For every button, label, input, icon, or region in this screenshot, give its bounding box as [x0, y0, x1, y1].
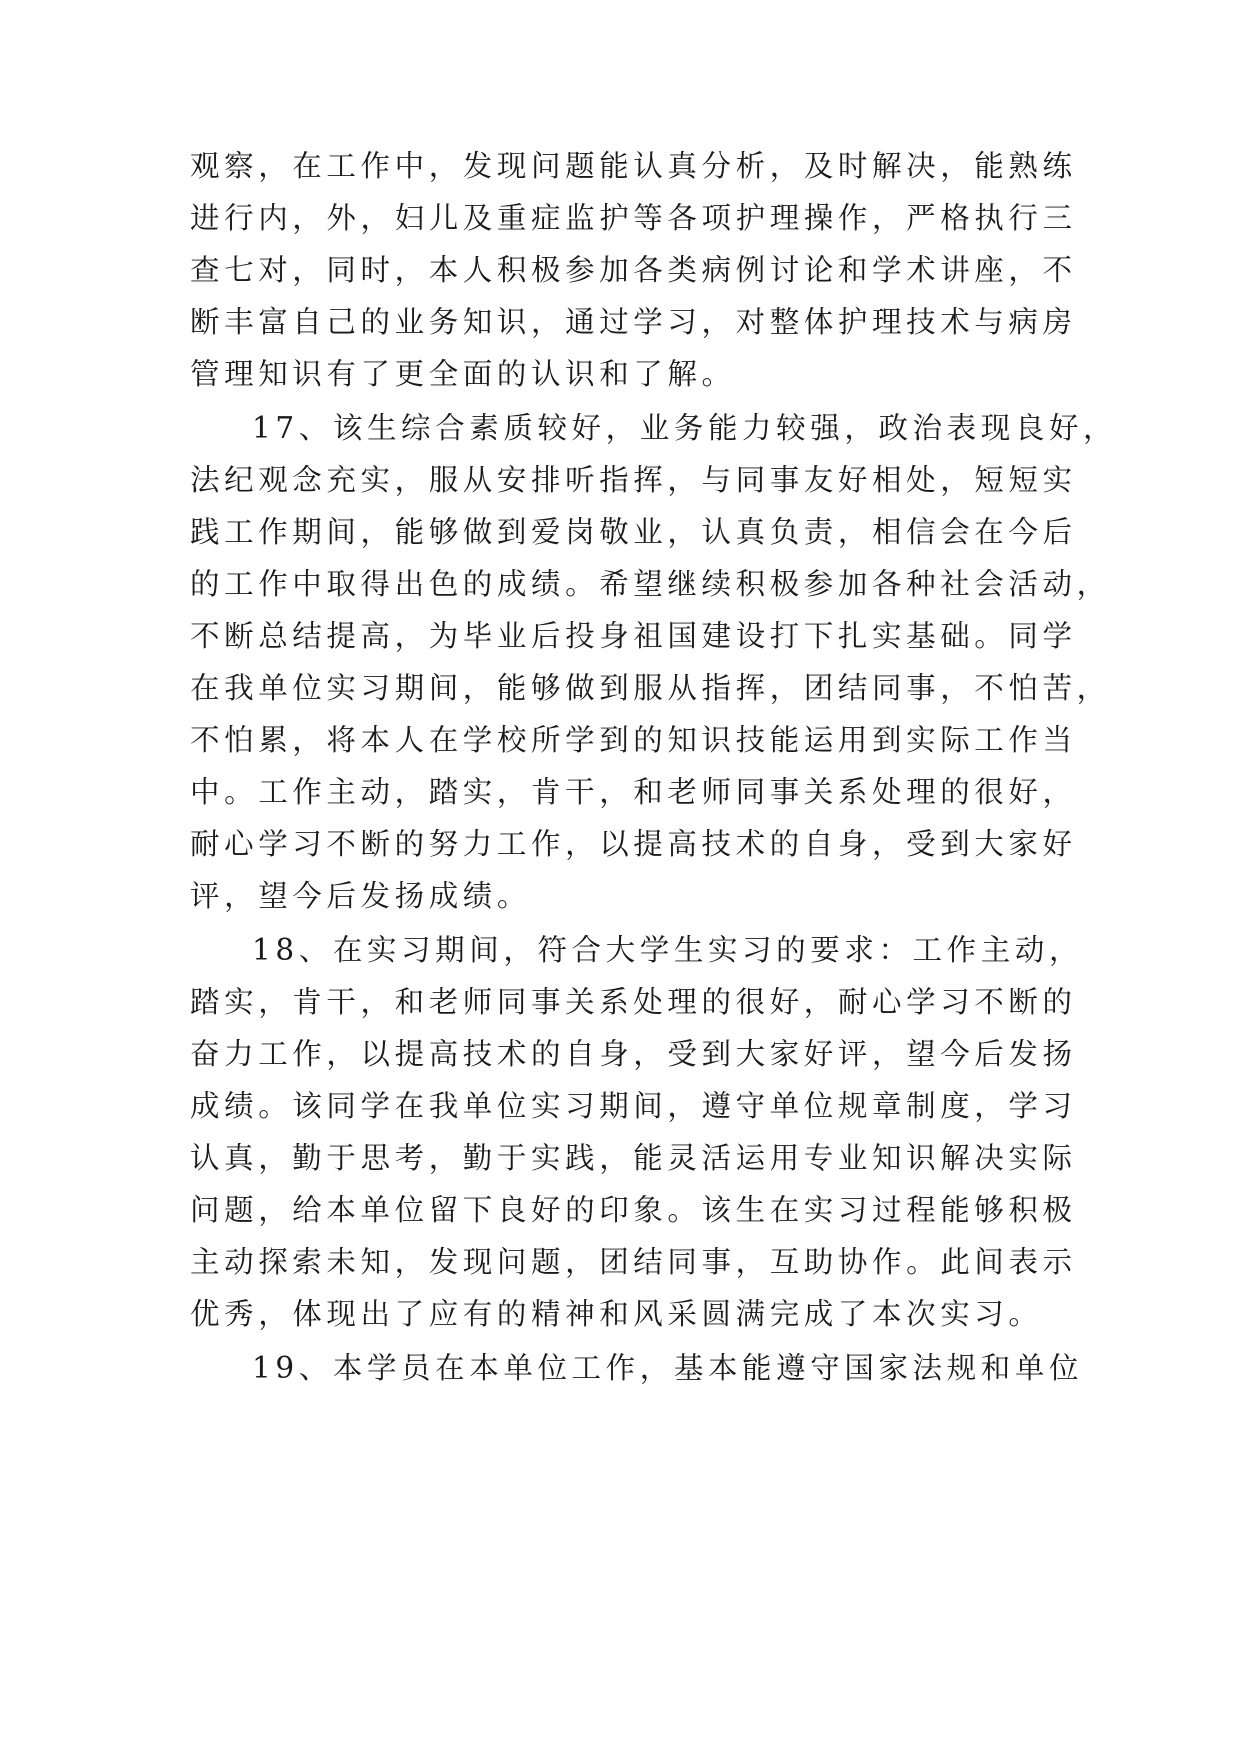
text-line: 主动探索未知，发现问题，团结同事，互助协作。此间表示	[190, 1245, 1077, 1279]
text-line: 踏实，肯干，和老师同事关系处理的很好，耐心学习不断的	[190, 985, 1077, 1019]
text-line: 不断总结提高，为毕业后投身祖国建设打下扎实基础。同学	[190, 619, 1077, 653]
text-line: 观察，在工作中，发现问题能认真分析，及时解决，能熟练	[190, 149, 1077, 183]
text-line: 进行内，外，妇儿及重症监护等各项护理操作，严格执行三	[190, 201, 1077, 235]
text-line: 管理知识有了更全面的认识和了解。	[190, 357, 736, 391]
paragraph-19-first-line: 19、本学员在本单位工作，基本能遵守国家法规和单位	[252, 1351, 1084, 1385]
text-line: 断丰富自己的业务知识，通过学习，对整体护理技术与病房	[190, 305, 1077, 339]
text-line: 查七对，同时，本人积极参加各类病例讨论和学术讲座，不	[190, 253, 1077, 287]
text-line: 在我单位实习期间，能够做到服从指挥，团结同事，不怕苦，	[190, 671, 1111, 705]
paragraph-18-first-line: 18、在实习期间，符合大学生实习的要求：工作主动，	[252, 933, 1084, 967]
text-line: 奋力工作，以提高技术的自身，受到大家好评，望今后发扬	[190, 1037, 1077, 1071]
text-line: 法纪观念充实，服从安排听指挥，与同事友好相处，短短实	[190, 463, 1077, 497]
text-line: 不怕累，将本人在学校所学到的知识技能运用到实际工作当	[190, 723, 1077, 757]
text-line: 成绩。该同学在我单位实习期间，遵守单位规章制度，学习	[190, 1089, 1077, 1123]
paragraph-17-first-line: 17、该生综合素质较好，业务能力较强，政治表现良好，	[252, 411, 1118, 445]
text-line: 的工作中取得出色的成绩。希望继续积极参加各种社会活动，	[190, 567, 1111, 601]
text-line: 认真，勤于思考，勤于实践，能灵活运用专业知识解决实际	[190, 1141, 1077, 1175]
text-line: 问题，给本单位留下良好的印象。该生在实习过程能够积极	[190, 1193, 1077, 1227]
text-line: 中。工作主动，踏实，肯干，和老师同事关系处理的很好，	[190, 775, 1077, 809]
text-line: 优秀，体现出了应有的精神和风采圆满完成了本次实习。	[190, 1297, 1043, 1331]
text-line: 评，望今后发扬成绩。	[190, 879, 532, 913]
text-line: 耐心学习不断的努力工作，以提高技术的自身，受到大家好	[190, 827, 1077, 861]
text-line: 践工作期间，能够做到爱岗敬业，认真负责，相信会在今后	[190, 515, 1077, 549]
